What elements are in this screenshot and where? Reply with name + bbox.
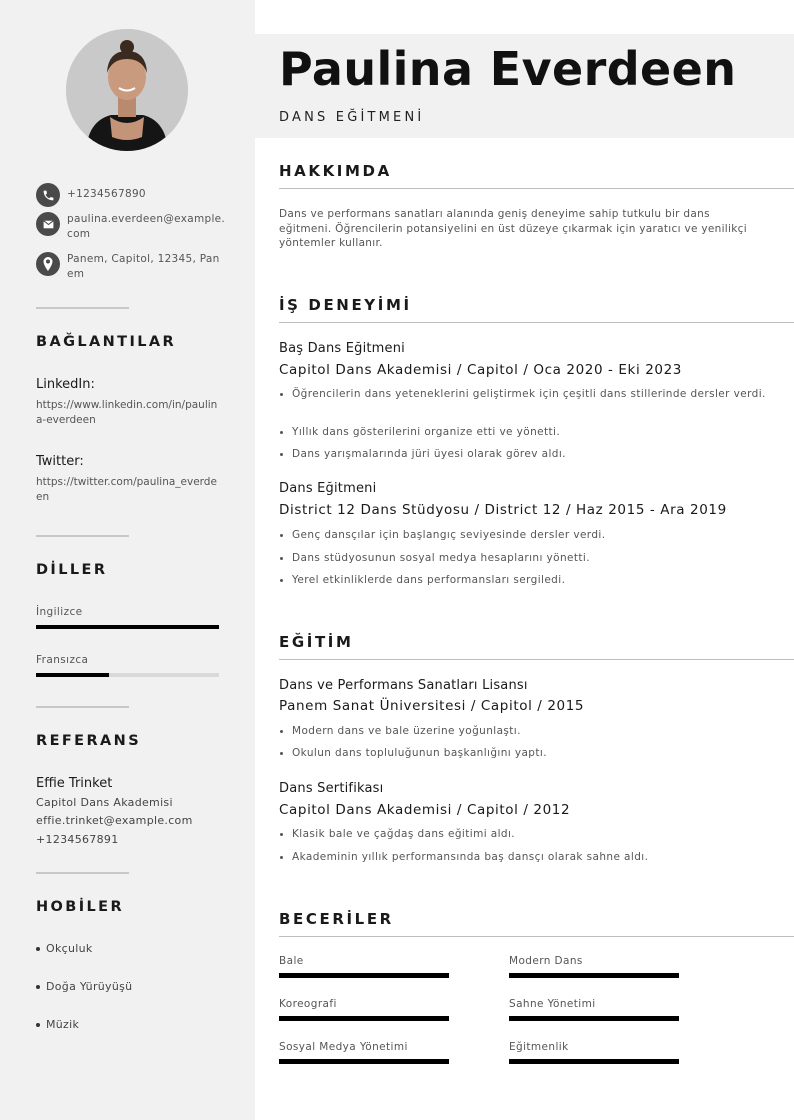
linkedin-link[interactable]: https://www.linkedin.com/in/paulina-everdeen: [36, 399, 218, 426]
skill-level-fill: [509, 973, 679, 978]
hobby-label: Müzik: [46, 1018, 80, 1031]
email-text[interactable]: paulina.everdeen@example.com: [67, 213, 226, 240]
twitter-label: Twitter:: [36, 454, 84, 469]
sidebar-divider: [36, 872, 129, 874]
hobby-item: [36, 942, 93, 955]
email-icon: [36, 212, 60, 236]
job-bullet: Yerel etkinliklerde dans performansları sergiledi.: [279, 573, 769, 588]
skill-level-fill: [279, 1016, 449, 1021]
address-text: Panem, Capitol, 12345, Panem: [67, 253, 220, 280]
reference-company: Capitol Dans Akademisi: [36, 796, 173, 809]
hobby-label: Okçuluk: [46, 942, 93, 955]
education-bullet: Klasik bale ve çağdaş dans eğitimi aldı.: [279, 827, 769, 842]
skill-level-bar: [509, 1016, 679, 1021]
job-bullet: Genç dansçılar için başlangıç seviyesinde dersler verdi.: [279, 528, 769, 543]
about-text: Dans ve performans sanatları alanında geniş deneyime sahip tutkulu bir dans eğitmeni. Öğrencilerin potansiyelini en üst düzeye çıkarmak için yaratıcı ve yenilikçi yöntemler kullanır.: [279, 208, 747, 249]
education-title: Dans ve Performans Sanatları Lisansı: [279, 678, 528, 693]
education-bullet: Akademinin yıllık performansında baş dansçı olarak sahne aldı.: [279, 850, 769, 865]
language-name: Fransızca: [36, 654, 89, 666]
hobbies-heading: HOBİLER: [36, 899, 125, 915]
education-title: Dans Sertifikası: [279, 781, 384, 796]
page-title: Paulina Everdeen: [279, 42, 737, 96]
education-heading: EĞİTİM: [279, 633, 354, 651]
skill-name: Sosyal Medya Yönetimi: [279, 1041, 408, 1053]
job-bullet: Yıllık dans gösterilerini organize etti ve yönetti.: [279, 425, 769, 440]
job-subtitle: Capitol Dans Akademisi / Capitol / Oca 2020 - Eki 2023: [279, 362, 682, 378]
contact-email: [36, 212, 226, 242]
job-bullet: Öğrencilerin dans yeteneklerini geliştirmek için çeşitli dans stillerinde dersler verdi.: [279, 387, 769, 402]
profile-photo: [66, 29, 188, 151]
language-level-fill: [36, 625, 219, 629]
about-heading: HAKKIMDA: [279, 162, 392, 180]
skill-level-fill: [279, 1059, 449, 1064]
section-rule: [279, 322, 794, 323]
skill-level-bar: [279, 1059, 449, 1064]
education-subtitle: Panem Sanat Üniversitesi / Capitol / 2015: [279, 698, 585, 714]
section-rule: [279, 188, 794, 189]
skill-name: Sahne Yönetimi: [509, 998, 596, 1010]
section-rule: [279, 936, 794, 937]
sidebar-divider: [36, 307, 129, 309]
twitter-link[interactable]: https://twitter.com/paulina_everdeen: [36, 476, 217, 503]
skills-heading: BECERİLER: [279, 910, 394, 928]
contact-phone: [36, 183, 226, 207]
sidebar-divider: [36, 706, 129, 708]
skill-level-bar: [509, 1059, 679, 1064]
skill-name: Modern Dans: [509, 955, 583, 967]
contact-address: [36, 252, 226, 282]
reference-phone: +1234567891: [36, 833, 119, 846]
reference-name: Effie Trinket: [36, 776, 113, 791]
experience-heading: İŞ DENEYİMİ: [279, 296, 412, 314]
hobby-label: Doğa Yürüyüşü: [46, 980, 133, 993]
reference-heading: REFERANS: [36, 733, 142, 749]
job-subtitle: District 12 Dans Stüdyosu / District 12 / Haz 2015 - Ara 2019: [279, 502, 727, 518]
links-heading: BAĞLANTILAR: [36, 334, 177, 350]
language-level-fill: [36, 673, 109, 677]
education-subtitle: Capitol Dans Akademisi / Capitol / 2012: [279, 802, 571, 818]
education-bullet: Modern dans ve bale üzerine yoğunlaştı.: [279, 724, 769, 739]
skill-level-bar: [279, 973, 449, 978]
job-title: Baş Dans Eğitmeni: [279, 341, 405, 356]
sidebar-divider: [36, 535, 129, 537]
education-bullet: Okulun dans topluluğunun başkanlığını yaptı.: [279, 746, 769, 761]
job-bullet: Dans yarışmalarında jüri üyesi olarak görev aldı.: [279, 447, 769, 462]
skill-level-fill: [279, 973, 449, 978]
language-level-bar: [36, 625, 219, 629]
skill-level-fill: [509, 1016, 679, 1021]
job-bullet: Dans stüdyosunun sosyal medya hesaplarını yönetti.: [279, 551, 769, 566]
language-level-bar: [36, 673, 219, 677]
hobby-item: [36, 980, 132, 993]
languages-heading: DİLLER: [36, 562, 108, 578]
skill-name: Eğitmenlik: [509, 1041, 569, 1053]
skill-name: Bale: [279, 955, 304, 967]
language-name: İngilizce: [36, 606, 83, 618]
phone-icon: [36, 183, 60, 207]
job-title: Dans Eğitmeni: [279, 481, 377, 496]
hobby-item: [36, 1018, 79, 1031]
location-icon: [36, 252, 60, 276]
skill-level-bar: [509, 973, 679, 978]
reference-email[interactable]: effie.trinket@example.com: [36, 814, 193, 827]
section-rule: [279, 659, 794, 660]
phone-text: +1234567890: [67, 188, 146, 200]
skill-level-fill: [509, 1059, 679, 1064]
linkedin-label: LinkedIn:: [36, 377, 95, 392]
job-role: DANS EĞİTMENİ: [279, 110, 425, 125]
skill-level-bar: [279, 1016, 449, 1021]
skill-name: Koreografi: [279, 998, 337, 1010]
